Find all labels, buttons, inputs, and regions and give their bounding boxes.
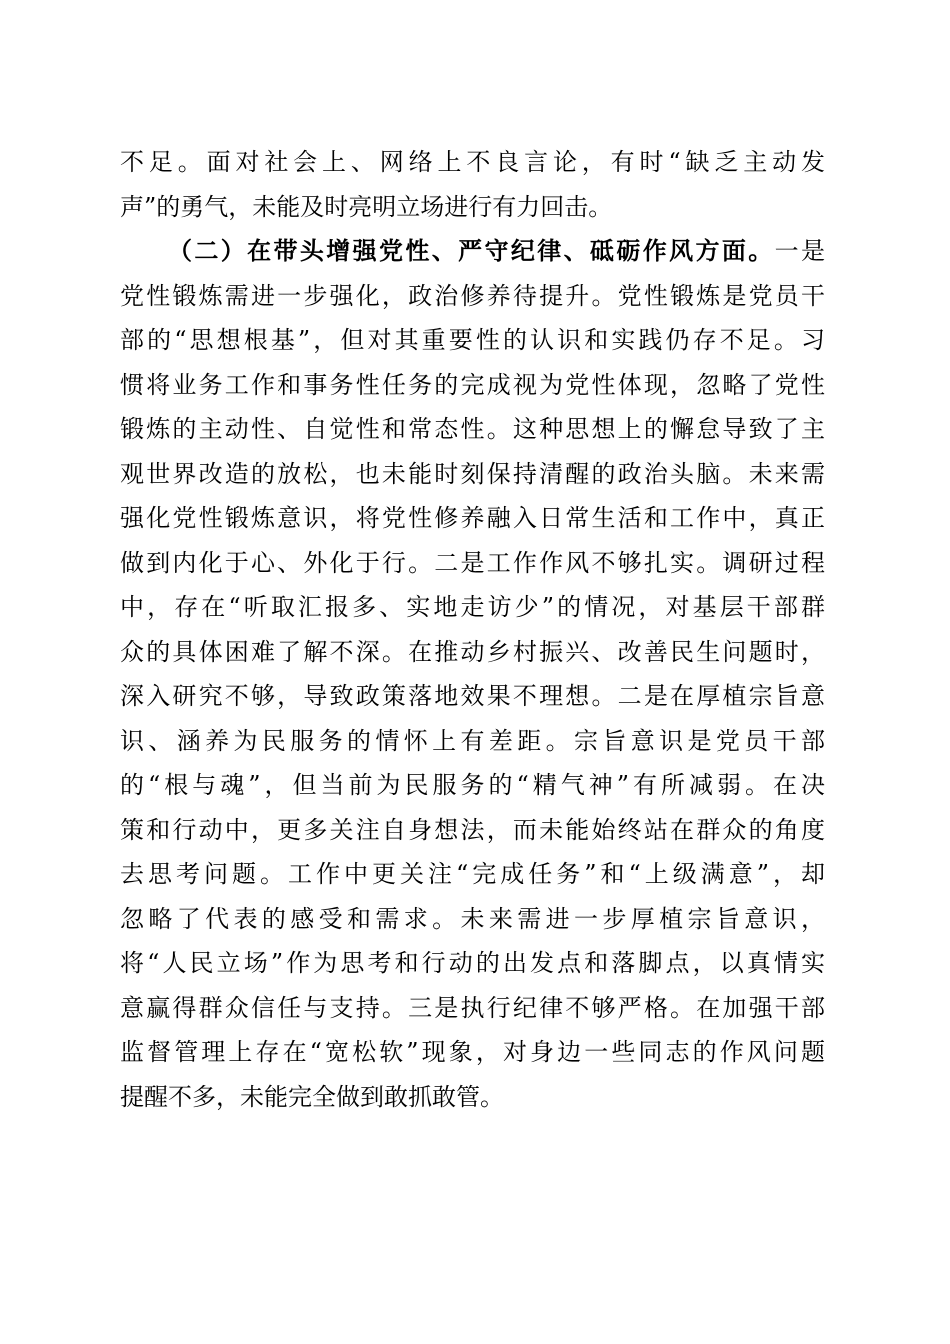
text-line: 众的具体困难了解不深。在推动乡村振兴、改善民生问题时， <box>120 637 825 666</box>
text-line: 监督管理上存在“宽松软”现象，对身边一些同志的作风问题 <box>120 1038 825 1066</box>
text-line: 党性锻炼需进一步强化，政治修养待提升。党性锻炼是党员干 <box>120 281 825 310</box>
text-line: 观世界改造的放松，也未能时刻保持清醒的政治头脑。未来需 <box>120 459 825 488</box>
document-page <box>120 140 825 1119</box>
text-line: 去思考问题。工作中更关注“完成任务”和“上级满意”，却 <box>120 860 825 888</box>
text-line: 策和行动中，更多关注自身想法，而未能始终站在群众的角度 <box>120 815 825 844</box>
text-line: 惯将业务工作和事务性任务的完成视为党性体现，忽略了党性 <box>120 370 825 399</box>
text-line: 将“人民立场”作为思考和行动的出发点和落脚点，以真情实 <box>120 949 825 977</box>
text-line: 声”的勇气，未能及时亮明立场进行有力回击。 <box>120 192 613 221</box>
heading-line-tail: 一是 <box>774 237 825 265</box>
text-line: 中，存在“听取汇报多、实地走访少”的情况，对基层干部群 <box>120 593 825 621</box>
text-line: 强化党性锻炼意识，将党性修养融入日常生活和工作中，真正 <box>120 504 825 532</box>
text-line: 识、涵养为民服务的情怀上有差距。宗旨意识是党员干部 <box>120 726 825 755</box>
section-heading: （二）在带头增强党性、严守纪律、砥砺作风方面。 <box>168 236 775 265</box>
text-line: 做到内化于心、外化于行。二是工作作风不够扎实。调研过程 <box>120 548 825 577</box>
text-line: 提醒不多，未能完全做到敢抓敢管。 <box>120 1082 504 1111</box>
text-line: 部的“思想根基”，但对其重要性的认识和实践仍存不足。习 <box>120 326 825 354</box>
text-line: 的“根与魂”，但当前为民服务的“精气神”有所减弱。在决 <box>120 771 825 799</box>
text-line: 不足。面对社会上、网络上不良言论，有时“缺乏主动发 <box>120 148 825 176</box>
text-line: 深入研究不够，导致政策落地效果不理想。二是在厚植宗旨意 <box>120 682 825 710</box>
text-line: 锻炼的主动性、自觉性和常态性。这种思想上的懈怠导致了主 <box>120 415 825 443</box>
section-heading-line <box>120 229 825 274</box>
text-line: 意赢得群众信任与支持。三是执行纪律不够严格。在加强干部 <box>120 993 825 1022</box>
text-line: 忽略了代表的感受和需求。未来需进一步厚植宗旨意识， <box>120 904 825 933</box>
